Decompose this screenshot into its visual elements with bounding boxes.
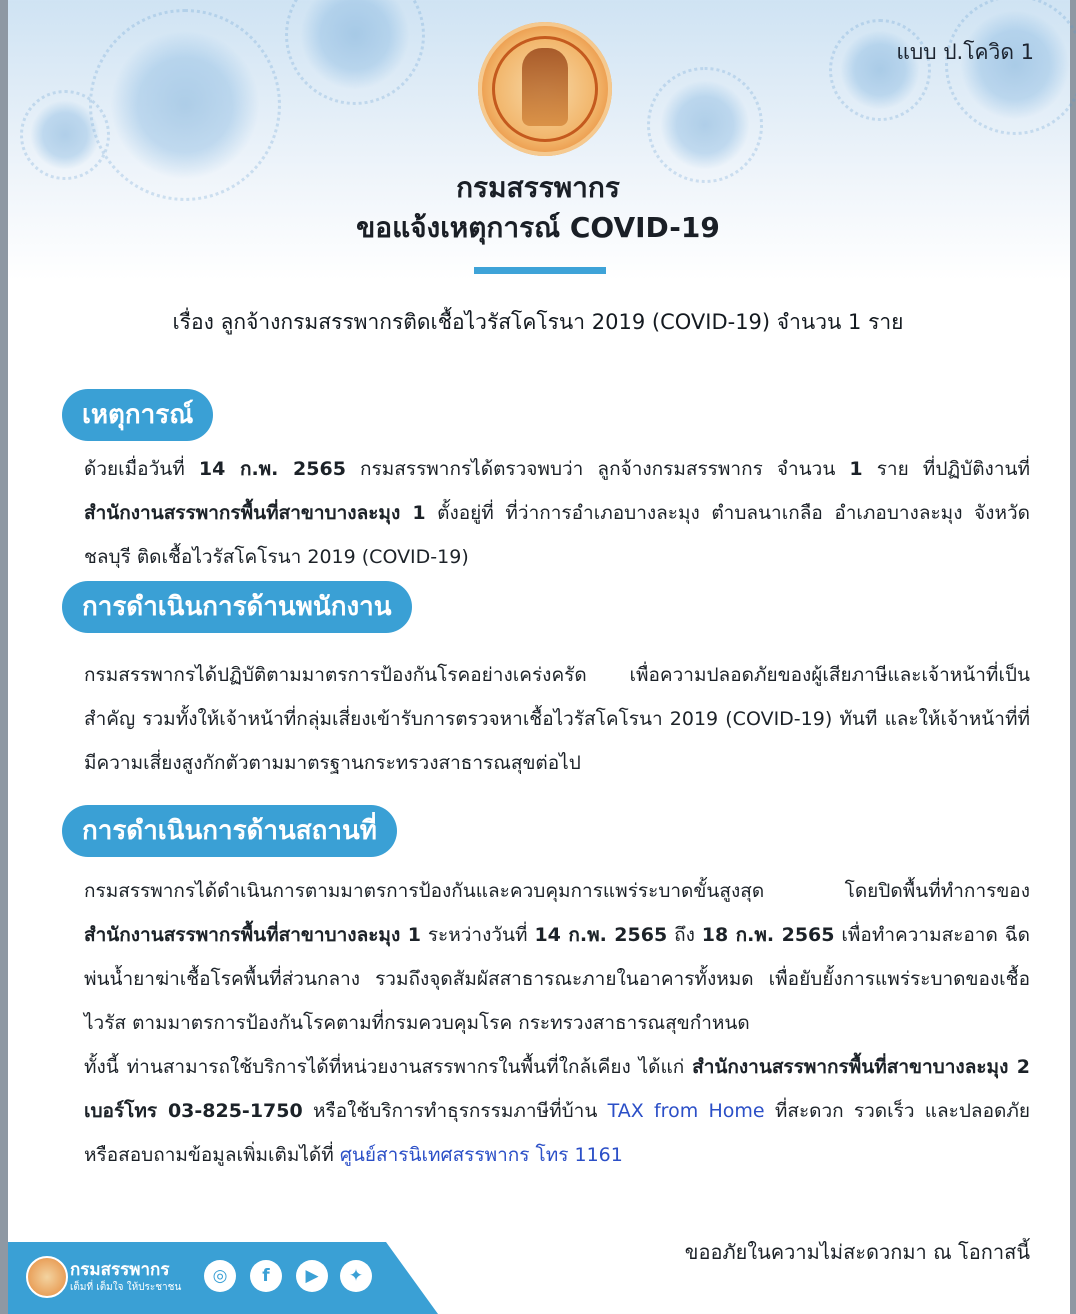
text: ถึง (667, 924, 702, 946)
section-heading-incident: เหตุการณ์ (62, 389, 213, 441)
text: ตั้งอยู่ที่ ที่ว่าการอำเภอบางละมุง ตำบลนาเกลือ อำเภอบางละมุง จังหวัดชลบุรี ติดเชื้อไวรัสโคโรนา 2019 (COVID-19) (84, 502, 1030, 568)
bold-date: 14 ก.พ. 2565 (198, 458, 346, 480)
text: ราย ที่ปฏิบัติงานที่ (862, 458, 1031, 480)
facebook-icon[interactable]: f (250, 1260, 282, 1292)
virus-decoration (110, 30, 260, 180)
section-heading-staff: การดำเนินการด้านพนักงาน (62, 581, 412, 633)
footer-slogan: เต็มที่ เต็มใจ ให้ประชาชน (70, 1282, 182, 1293)
section-heading-premises: การดำเนินการด้านสถานที่ (62, 805, 397, 857)
text: ระหว่างวันที่ (420, 924, 535, 946)
text: กรมสรรพากรได้ดำเนินการตามมาตรการป้องกันและควบคุมการแพร่ระบาดขั้นสูงสุด โดยปิดพื้นที่ทำการของ (84, 880, 1030, 902)
youtube-icon[interactable]: ▶ (296, 1260, 328, 1292)
info-center-link[interactable]: ศูนย์สารนิเทศสรรพากร โทร 1161 (339, 1144, 623, 1166)
bold-office: สำนักงานสรรพากรพื้นที่สาขาบางละมุง 1 (84, 502, 426, 524)
text: ทั้งนี้ ท่านสามารถใช้บริการได้ที่หน่วยงานสรรพากรในพื้นที่ใกล้เคียง ได้แก่ (84, 1056, 693, 1078)
staff-paragraph: กรมสรรพากรได้ปฏิบัติตามมาตรการป้องกันโรคอย่างเคร่งครัด เพื่อความปลอดภัยของผู้เสียภาษีและเจ้าหน้าที่เป็นสำคัญ รวมทั้งให้เจ้าหน้าที่กลุ่มเสี่ยงเข้ารับการตรวจหาเชื้อไวรัสโคโรนา 2019 (COVID-19) ทันที และให้เจ้าหน้าที่ที่มีความเสี่ยงสูงกักตัวตามมาตรฐานกระทรวงสาธารณสุขต่อไป (84, 664, 1030, 774)
text: ที่สะดวก รวดเร็ว และปลอดภัย หรือสอบถามข้อมูลเพิ่มเติมได้ที่ (84, 1100, 1030, 1166)
text: กรมสรรพากรได้ตรวจพบว่า ลูกจ้างกรมสรรพากร จำนวน (345, 458, 850, 480)
www-icon[interactable]: ◎ (204, 1260, 236, 1292)
contact-paragraph (84, 1045, 1030, 1177)
seal-deity-figure (522, 48, 568, 126)
text: เพื่อทำความสะอาด ฉีดพ่นน้ำยาฆ่าเชื้อโรคพื้นที่ส่วนกลาง รวมถึงจุดสัมผัสสาธารณะภายในอาคารทั้งหมด เพื่อยับยั้งการแพร่ระบาดของเชื้อไวรัส ตามมาตรการป้องกันโรคตามที่กรมควบคุมโรค กระทรวงสาธารณสุขกำหนด (84, 924, 1030, 1034)
virus-decoration (660, 80, 750, 170)
announcement-title: ขอแจ้งเหตุการณ์ COVID-19 (356, 211, 720, 244)
closing-text: ขออภัยในความไม่สะดวกมา ณ โอกาสนี้ (684, 1240, 1030, 1264)
revenue-logo-icon (26, 1256, 68, 1298)
virus-decoration (300, 0, 410, 90)
bold-date: 18 ก.พ. 2565 (701, 924, 835, 946)
org-title: กรมสรรพากร (456, 171, 620, 204)
footer-brand: กรมสรรพากร (70, 1260, 170, 1280)
revenue-department-seal (478, 22, 612, 156)
incident-paragraph (84, 447, 1030, 579)
bold-office: สำนักงานสรรพากรพื้นที่สาขาบางละมุง 1 (84, 924, 421, 946)
twitter-icon[interactable]: ✦ (340, 1260, 372, 1292)
text: ด้วยเมื่อวันที่ (84, 458, 199, 480)
bold-date: 14 ก.พ. 2565 (534, 924, 668, 946)
premises-paragraph (84, 869, 1030, 1045)
text: หรือใช้บริการทำธุรกรรมภาษีที่บ้าน (302, 1100, 608, 1122)
bold-count: 1 (849, 458, 863, 480)
title-underline (474, 267, 606, 274)
form-code: แบบ ป.โควิด 1 (896, 40, 1034, 64)
tax-from-home-link[interactable]: TAX from Home (607, 1100, 765, 1122)
bold-office-contact: สำนักงานสรรพากรพื้นที่สาขาบางละมุง 2 เบอร์โทร 03-825-1750 (84, 1056, 1031, 1122)
subject-line: เรื่อง ลูกจ้างกรมสรรพากรติดเชื้อไวรัสโคโรนา 2019 (COVID-19) จำนวน 1 ราย (172, 310, 904, 334)
